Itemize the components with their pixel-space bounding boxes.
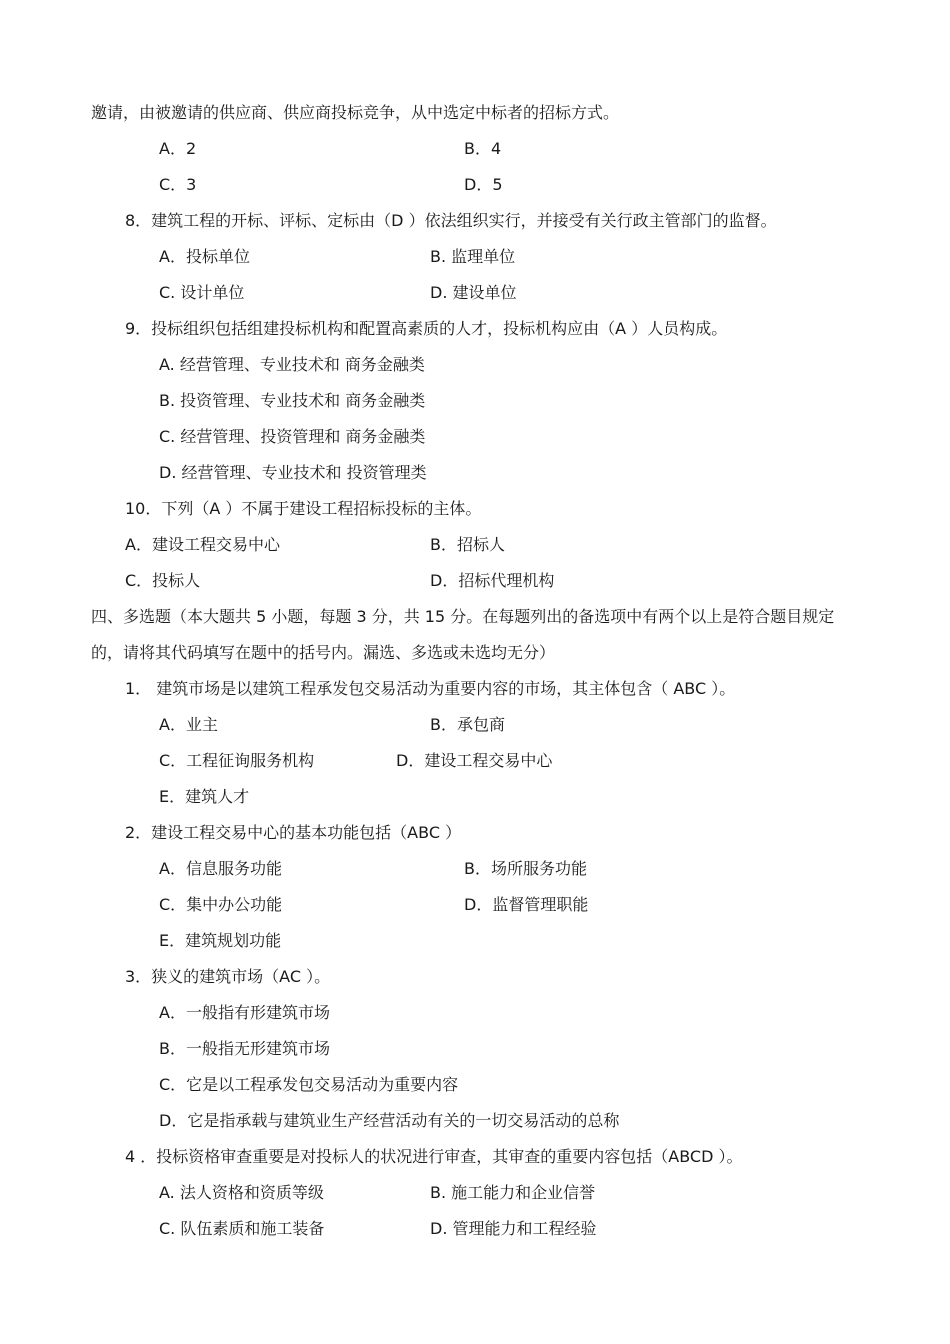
m1-option-b: B．承包商 — [430, 715, 505, 734]
multi-question-4: 4 ．投标资格审查重要是对投标人的状况进行审查，其审查的重要内容包括（ABCD ）。 — [125, 1147, 743, 1166]
multi-question-3: 3．狭义的建筑市场（AC ）。 — [125, 967, 331, 986]
text-line-intro: 邀请，由被邀请的供应商、供应商投标竞争，从中选定中标者的招标方式。 — [91, 103, 620, 122]
q8-option-c: C. 设计单位 — [159, 283, 245, 302]
section-4-heading: 四、多选题（本大题共 5 小题，每题 3 分，共 15 分。在每题列出的备选项中有两个以上是符合题目规定 — [91, 607, 835, 626]
q8-option-a: A．投标单位 — [159, 247, 250, 266]
m3-option-d: D．它是指承载与建筑业生产经营活动有关的一切交易活动的总称 — [159, 1111, 620, 1130]
m2-option-d: D．监督管理职能 — [464, 895, 589, 914]
multi-question-2: 2．建设工程交易中心的基本功能包括（ABC ） — [125, 823, 462, 842]
m4-option-b: B. 施工能力和企业信誉 — [430, 1183, 596, 1202]
question-9: 9．投标组织包括组建投标机构和配置高素质的人才，投标机构应由（A ）人员构成。 — [125, 319, 728, 338]
m4-option-c: C. 队伍素质和施工装备 — [159, 1219, 325, 1238]
section-4-heading-cont: 的，请将其代码填写在题中的括号内。漏选、多选或未选均无分） — [91, 643, 556, 662]
m3-option-a: A．一般指有形建筑市场 — [159, 1003, 330, 1022]
q9-option-b: B. 投资管理、专业技术和 商务金融类 — [159, 391, 426, 410]
m1-option-d: D．建设工程交易中心 — [396, 751, 553, 770]
m2-option-b: B．场所服务功能 — [464, 859, 587, 878]
q10-option-a: A．建设工程交易中心 — [125, 535, 280, 554]
question-10: 10．下列（A ）不属于建设工程招标投标的主体。 — [125, 499, 482, 518]
q10-option-d: D．招标代理机构 — [430, 571, 555, 590]
q7-option-a: A．2 — [159, 139, 197, 158]
question-8: 8．建筑工程的开标、评标、定标由（D ）依法组织实行，并接受有关行政主管部门的监督。 — [125, 211, 777, 230]
q8-option-d: D. 建设单位 — [430, 283, 517, 302]
m4-option-d: D. 管理能力和工程经验 — [430, 1219, 597, 1238]
q7-option-c: C．3 — [159, 175, 197, 194]
m2-option-a: A．信息服务功能 — [159, 859, 282, 878]
m4-option-a: A. 法人资格和资质等级 — [159, 1183, 324, 1202]
q10-option-c: C．投标人 — [125, 571, 201, 590]
q9-option-a: A. 经营管理、专业技术和 商务金融类 — [159, 355, 425, 374]
q7-option-d: D．5 — [464, 175, 503, 194]
m2-option-e: E．建筑规划功能 — [159, 931, 282, 950]
q8-option-b: B. 监理单位 — [430, 247, 516, 266]
q10-option-b: B．招标人 — [430, 535, 505, 554]
m1-option-c: C．工程征询服务机构 — [159, 751, 315, 770]
q7-option-b: B．4 — [464, 139, 502, 158]
multi-question-1: 1． 建筑市场是以建筑工程承发包交易活动为重要内容的市场，其主体包含（ ABC ）。 — [125, 679, 736, 698]
m1-option-a: A．业主 — [159, 715, 218, 734]
m3-option-c: C．它是以工程承发包交易活动为重要内容 — [159, 1075, 459, 1094]
m3-option-b: B．一般指无形建筑市场 — [159, 1039, 330, 1058]
m1-option-e: E．建筑人才 — [159, 787, 250, 806]
q9-option-d: D. 经营管理、专业技术和 投资管理类 — [159, 463, 427, 482]
q9-option-c: C. 经营管理、投资管理和 商务金融类 — [159, 427, 426, 446]
m2-option-c: C．集中办公功能 — [159, 895, 283, 914]
